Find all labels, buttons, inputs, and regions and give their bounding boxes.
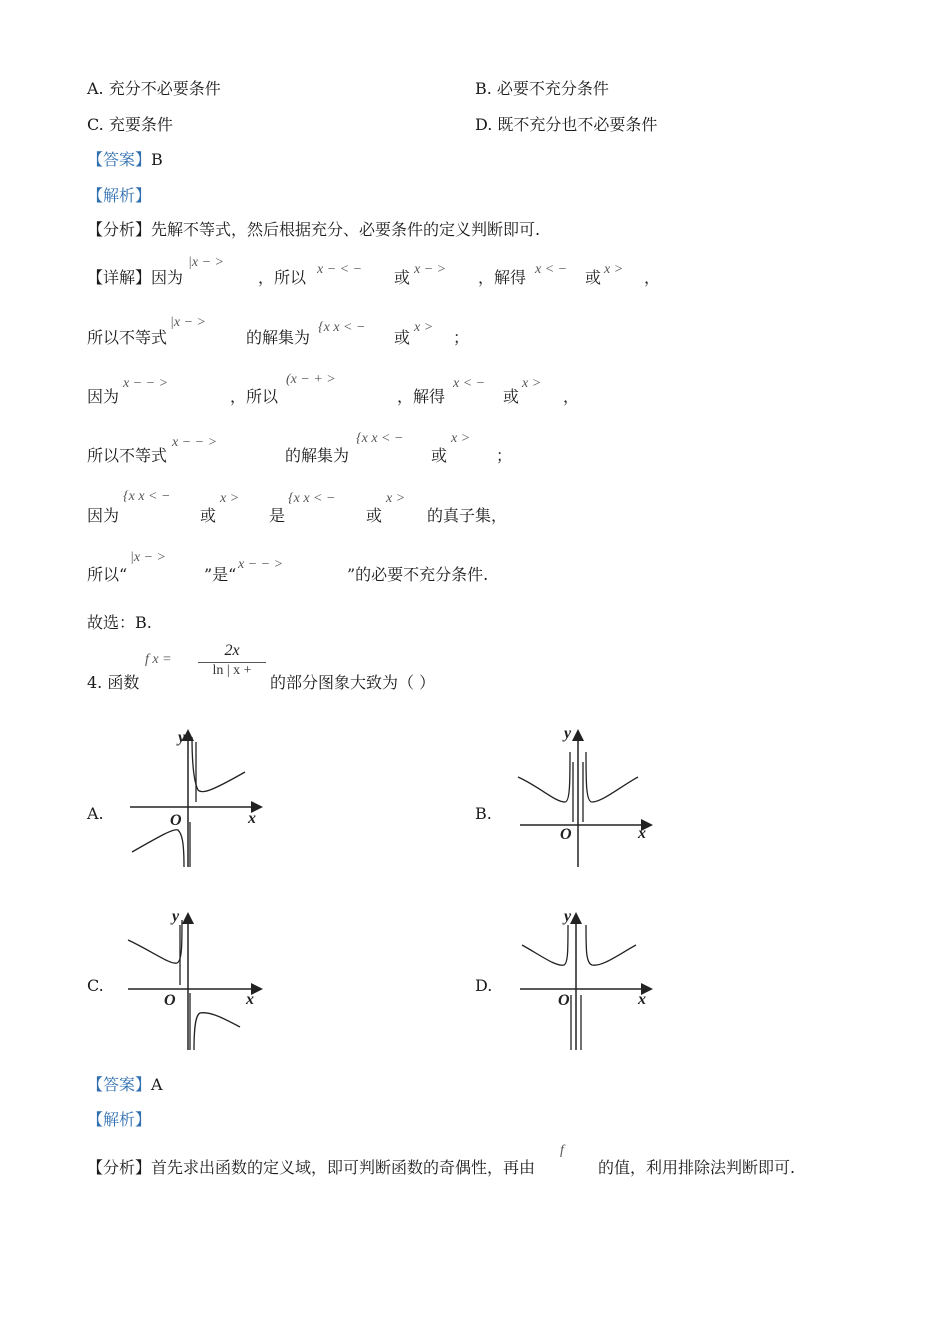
text: ”是“ bbox=[204, 565, 237, 584]
answer-value: A bbox=[151, 1075, 163, 1094]
answer-tag: 【答案】 bbox=[87, 1075, 152, 1094]
math-fx: f x = bbox=[145, 652, 172, 667]
math-expr: |x − > bbox=[130, 550, 166, 565]
answer-line bbox=[87, 147, 163, 170]
text: 的真子集， bbox=[427, 506, 508, 525]
origin-label: O bbox=[560, 826, 572, 843]
math-expr: x > bbox=[386, 491, 406, 506]
graph-a bbox=[120, 722, 270, 872]
q4-stem: 4. 函数 bbox=[87, 673, 140, 692]
math-expr: x − − > bbox=[172, 435, 218, 450]
text-because: 因为 bbox=[151, 268, 184, 287]
graph-c bbox=[120, 905, 270, 1055]
x-label: x bbox=[638, 991, 646, 1008]
origin-label: O bbox=[170, 812, 182, 829]
text: 所以不等式 bbox=[87, 328, 168, 347]
x-label: x bbox=[246, 991, 254, 1008]
detail-line-1 bbox=[87, 265, 183, 288]
analysis-line bbox=[87, 217, 540, 240]
text: ，解得 bbox=[397, 387, 446, 406]
explanation-tag: 【解析】 bbox=[87, 186, 152, 205]
graph-option-b-label: B. bbox=[475, 804, 492, 823]
text-or: 或 bbox=[431, 446, 448, 465]
option-c: C. 充要条件 bbox=[87, 115, 173, 134]
graph-option-d-label: D. bbox=[475, 976, 493, 995]
text: 因为 bbox=[87, 506, 120, 525]
text-or: 或 bbox=[585, 268, 602, 287]
text-or: 或 bbox=[366, 506, 383, 525]
text: 所以“ bbox=[87, 565, 128, 584]
fraction-numerator: 2x bbox=[224, 642, 240, 659]
q4-answer-line bbox=[87, 1072, 163, 1095]
math-expr: x > bbox=[414, 320, 434, 335]
origin-label: O bbox=[558, 992, 570, 1009]
text-or: 或 bbox=[394, 328, 411, 347]
curve bbox=[132, 830, 184, 867]
text-or: 或 bbox=[503, 387, 520, 406]
text: ，所以 bbox=[230, 387, 279, 406]
math-expr: x > bbox=[522, 376, 542, 391]
x-label: x bbox=[248, 810, 256, 827]
math-expr: x − < − bbox=[317, 262, 363, 277]
curve bbox=[128, 920, 182, 963]
text: ， bbox=[563, 387, 580, 406]
curve bbox=[194, 1013, 240, 1050]
x-label: x bbox=[638, 825, 646, 842]
math-expr: x − − > bbox=[238, 557, 284, 572]
text: 的解集为 bbox=[285, 446, 350, 465]
analysis-label: 【分析】 bbox=[87, 220, 152, 239]
math-expr: {x x < − bbox=[288, 491, 336, 506]
graph-b bbox=[510, 722, 660, 872]
text: ； bbox=[496, 446, 513, 465]
text-is: 是 bbox=[269, 506, 286, 525]
answer-value: B bbox=[151, 150, 163, 169]
graph-option-a-label: A. bbox=[87, 804, 104, 823]
text-or: 或 bbox=[394, 268, 411, 287]
y-label: y bbox=[564, 725, 572, 742]
curve bbox=[586, 925, 636, 965]
graph-d bbox=[510, 905, 660, 1055]
math-expr: x > bbox=[220, 491, 240, 506]
math-expr: x > bbox=[451, 431, 471, 446]
fraction bbox=[198, 642, 266, 679]
detail-label: 【详解】 bbox=[87, 268, 152, 287]
option-a: A. 充分不必要条件 bbox=[87, 79, 221, 98]
y-label: y bbox=[564, 908, 572, 925]
analysis-text: 首先求出函数的定义域，即可判断函数的奇偶性，再由 bbox=[151, 1158, 536, 1177]
curve bbox=[586, 752, 638, 802]
text-or: 或 bbox=[200, 506, 217, 525]
math-expr: x > bbox=[604, 262, 624, 277]
text: ”的必要不充分条件. bbox=[347, 565, 489, 584]
text: 因为 bbox=[87, 387, 120, 406]
math-expr: {x x < − bbox=[318, 320, 366, 335]
text: 所以不等式 bbox=[87, 446, 168, 465]
graph-option-c-label: C. bbox=[87, 976, 104, 995]
analysis-text-tail: 的值，利用排除法判断即可. bbox=[598, 1158, 796, 1177]
text: ； bbox=[453, 328, 470, 347]
math-expr: x − − > bbox=[123, 376, 169, 391]
text: ， bbox=[644, 268, 661, 287]
curve bbox=[522, 925, 568, 965]
curve bbox=[518, 752, 570, 802]
math-expr: {x x < − bbox=[356, 431, 404, 446]
y-label: y bbox=[172, 908, 180, 925]
text: 的解集为 bbox=[246, 328, 311, 347]
math-expr: {x x < − bbox=[123, 489, 171, 504]
math-expr: x < − bbox=[535, 262, 568, 277]
math-expr: (x − + > bbox=[286, 372, 336, 387]
text: ，所以 bbox=[258, 268, 307, 287]
q4-explanation-tag: 【解析】 bbox=[87, 1110, 152, 1129]
math-expr: x < − bbox=[453, 376, 486, 391]
math-expr: x − > bbox=[414, 262, 447, 277]
analysis-text: 先解不等式，然后根据充分、必要条件的定义判断即可. bbox=[151, 220, 541, 239]
conclusion: 故选：B. bbox=[87, 613, 152, 632]
fraction-denominator: ln | x + bbox=[212, 663, 252, 678]
q4-analysis-line bbox=[87, 1155, 535, 1178]
math-f: f bbox=[560, 1143, 564, 1158]
math-expr: |x − > bbox=[170, 315, 206, 330]
curve bbox=[192, 737, 245, 792]
answer-tag: 【答案】 bbox=[87, 150, 152, 169]
y-label: y bbox=[178, 729, 186, 746]
option-b: B. 必要不充分条件 bbox=[475, 79, 609, 98]
text: ，解得 bbox=[478, 268, 527, 287]
q4-stem-tail: 的部分图象大致为（ ） bbox=[270, 673, 436, 692]
analysis-label: 【分析】 bbox=[87, 1158, 152, 1177]
origin-label: O bbox=[164, 992, 176, 1009]
option-d: D. 既不充分也不必要条件 bbox=[475, 115, 658, 134]
math-expr: |x − > bbox=[188, 255, 224, 270]
